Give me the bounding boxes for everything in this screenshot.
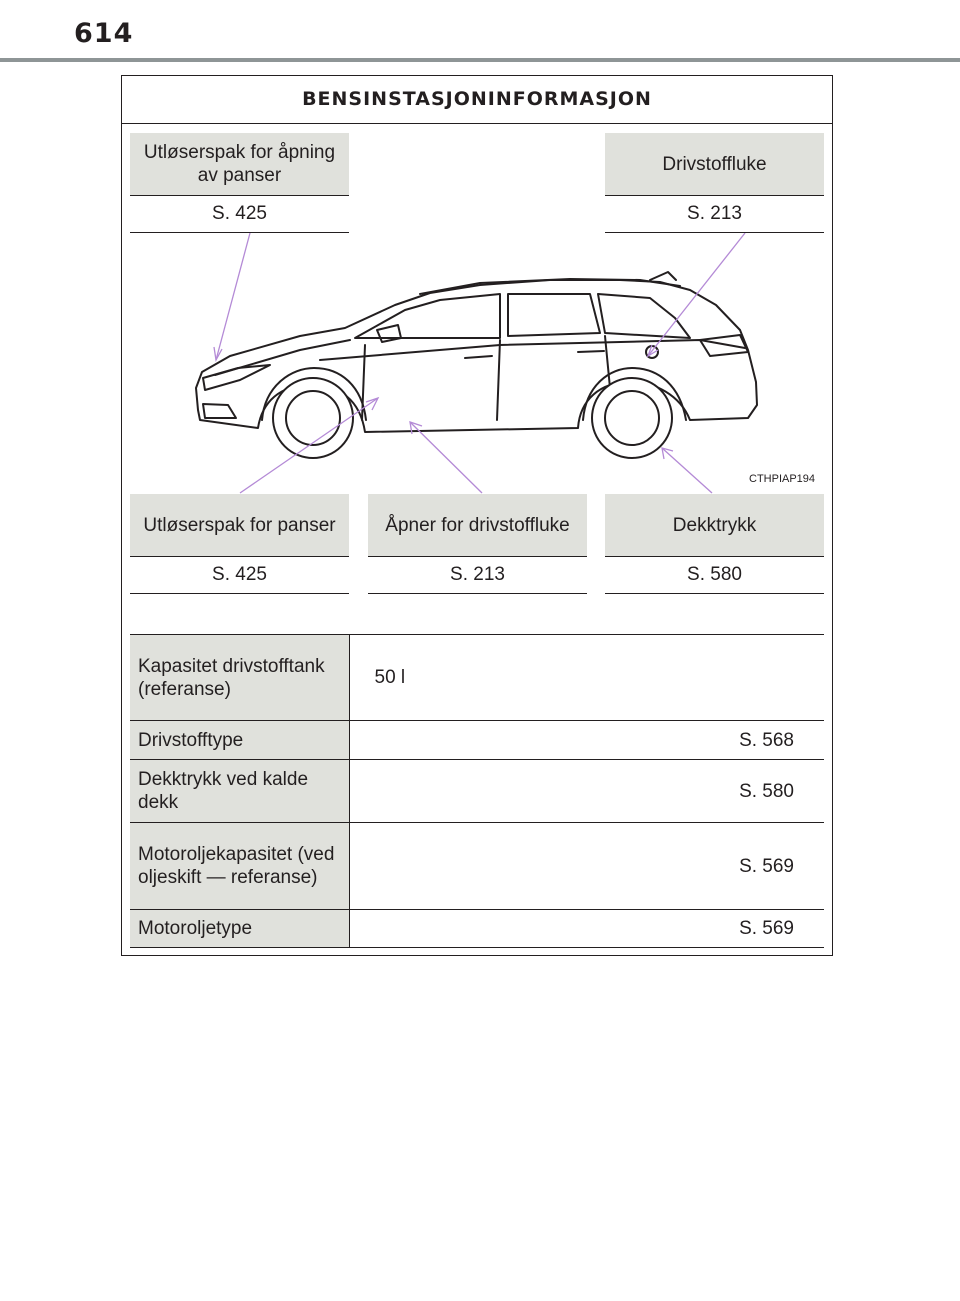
callout-hood-release-lever-top bbox=[130, 133, 349, 233]
callout-label: Utløserspak for panser bbox=[130, 494, 349, 557]
spec-value: 50 l bbox=[349, 635, 824, 721]
car-door-lines bbox=[362, 336, 610, 420]
car-roof-rail bbox=[420, 272, 680, 294]
callout-tire-pressure bbox=[605, 494, 824, 594]
fuel-spec-table bbox=[130, 634, 824, 948]
leader-line-fuel-opener bbox=[410, 422, 482, 493]
table-row bbox=[130, 721, 824, 760]
page-number: 614 bbox=[74, 18, 134, 49]
page-reference-link[interactable]: S. 580 bbox=[605, 557, 824, 594]
page-reference-link[interactable]: S. 425 bbox=[130, 557, 349, 594]
car-front-rim bbox=[286, 391, 340, 445]
figure-code: CTHPIAP194 bbox=[749, 473, 816, 485]
page-reference-link[interactable]: S. 425 bbox=[130, 196, 349, 233]
spec-label: Drivstofftype bbox=[130, 721, 349, 760]
callout-label: Utløserspak for åpning av panser bbox=[130, 133, 349, 196]
panel-title: BENSINSTASJONINFORMASJON bbox=[122, 76, 832, 124]
page-reference-link[interactable]: S. 580 bbox=[349, 760, 824, 823]
callout-label: Åpner for drivstoffluke bbox=[368, 494, 587, 557]
table-row bbox=[130, 635, 824, 721]
spec-label: Dekktrykk ved kalde dekk bbox=[130, 760, 349, 823]
car-headlamp bbox=[203, 365, 270, 390]
spec-label: Motoroljekapasitet (ved oljeskift — referanse) bbox=[130, 823, 349, 910]
car-tail-lamp bbox=[700, 335, 748, 356]
car-rear-rim bbox=[605, 391, 659, 445]
table-row bbox=[130, 910, 824, 948]
callout-label: Drivstoffluke bbox=[605, 133, 824, 196]
callout-fuel-door-opener bbox=[368, 494, 587, 594]
leader-line-tire bbox=[662, 448, 712, 493]
car-door-handles bbox=[465, 351, 604, 358]
callout-fuel-door bbox=[605, 133, 824, 233]
leader-line-fuel-door bbox=[648, 233, 745, 356]
car-fog-lamp bbox=[203, 404, 236, 418]
page-reference-link[interactable]: S. 569 bbox=[349, 823, 824, 910]
page-reference-link[interactable]: S. 568 bbox=[349, 721, 824, 760]
car-beltline bbox=[320, 340, 745, 360]
page-reference-link[interactable]: S. 213 bbox=[368, 557, 587, 594]
table-row bbox=[130, 760, 824, 823]
spec-label: Kapasitet drivstofftank (referanse) bbox=[130, 635, 349, 721]
page-reference-link[interactable]: S. 569 bbox=[349, 910, 824, 948]
car-mirror bbox=[377, 325, 401, 342]
page-reference-link[interactable]: S. 213 bbox=[605, 196, 824, 233]
spec-label: Motoroljetype bbox=[130, 910, 349, 948]
callout-hood-release-lever bbox=[130, 494, 349, 594]
leader-line-hood-lever-top bbox=[216, 233, 250, 360]
callout-label: Dekktrykk bbox=[605, 494, 824, 557]
table-row bbox=[130, 823, 824, 910]
